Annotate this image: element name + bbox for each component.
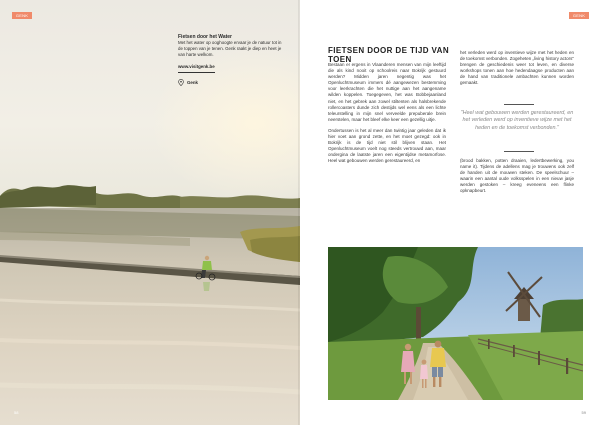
sidebar-title: Fietsen door het Water — [178, 34, 232, 40]
sidebar-location-label: Genk — [187, 79, 198, 85]
column2-paragraph-2: (brood bakken, potten draaien, ledertbewerking, you name it). Tijdens de adellens mag je trouwens ook zelf de handen uit de mouwen steken. De speelschuur – waarin een aantal oude volksspelen in een nieuw jasje werden gestoken – kreeg eveneens een flinke opknapbeurt. — [460, 158, 574, 194]
family-bike-photo — [328, 247, 583, 400]
right-page — [300, 0, 600, 425]
column1-paragraph-1: Bestaan er ergens in Vlaanderen mensen van mijn leeftijd die als kind nooit op schoolreis naar Bokrijk gestuurd werden? Midden jaren negentig was het Openluchtmuseum immers dé aangewezen bestemming voor leerkrachten die het nuttige aan het aangename wilden koppelen. Toegegeven, het was Bobbejaanland niet, en het gebrek aan zowel stiltenten als halsbrekende rollercoasters dunde zich destijds wel eens als een lichte teleurstelling in mijn snel verveelde prepuberale brein neerstelen, maar het bleef elke keer een gezellig uitje. — [328, 62, 446, 122]
sidebar-url[interactable]: www.visitgenk.be — [178, 64, 215, 73]
quote-rule-bottom — [504, 151, 534, 152]
article-column-2-continued — [460, 158, 574, 200]
pull-quote: "Heel wat gebouwen werden gerestaureerd, en het verleden werd op inventieve wijze met het heden en de toekomst verbonden." — [460, 110, 574, 131]
info-sidebar — [178, 34, 286, 86]
family-photo-illustration — [328, 247, 583, 400]
quote-rule-top — [504, 104, 534, 105]
sidebar-location — [178, 79, 286, 86]
page-number-left: 58 — [14, 410, 19, 415]
section-tag: GENK — [12, 12, 32, 19]
page-number-right: 59 — [581, 410, 586, 415]
section-tag-right: GENK — [569, 12, 589, 19]
location-pin-icon — [178, 79, 184, 86]
article-column-2 — [460, 50, 574, 92]
column1-paragraph-2: Ondertussen is het al meer dan twintig jaar geleden dat ik hier voet aan grond zette, en het moet gezegd: ook in Bokrijk is de tijd niet stil blijven staan. Het Openluchtmuseum voelt nog steeds vertrouwd aan, maar ondergina de laatste jaren een eigentijdse metamorfose. Heel wat gebouwen werden gerestaureerd, en — [328, 127, 446, 164]
sidebar-body: Met het water op ooghoogte ervaar je de natuur tot in de toppen van je tenen. Genk raakt je diep en heet je van harte welkom. — [178, 40, 282, 57]
column2-paragraph-1: het verleden werd op inventieve wijze met het heden en de toekomst verbonden. Zogeheten „living history actors" brengen de geschiedenis weer tot leven, en diverse workshops tonen aan hoe hedendaagse producten aan de hand van traditionele ambachten kunnen worden gemaakt. — [460, 50, 574, 86]
article-column-1 — [328, 62, 446, 170]
article-headline: FIETSEN DOOR DE TIJD VAN TOEN — [328, 46, 450, 64]
